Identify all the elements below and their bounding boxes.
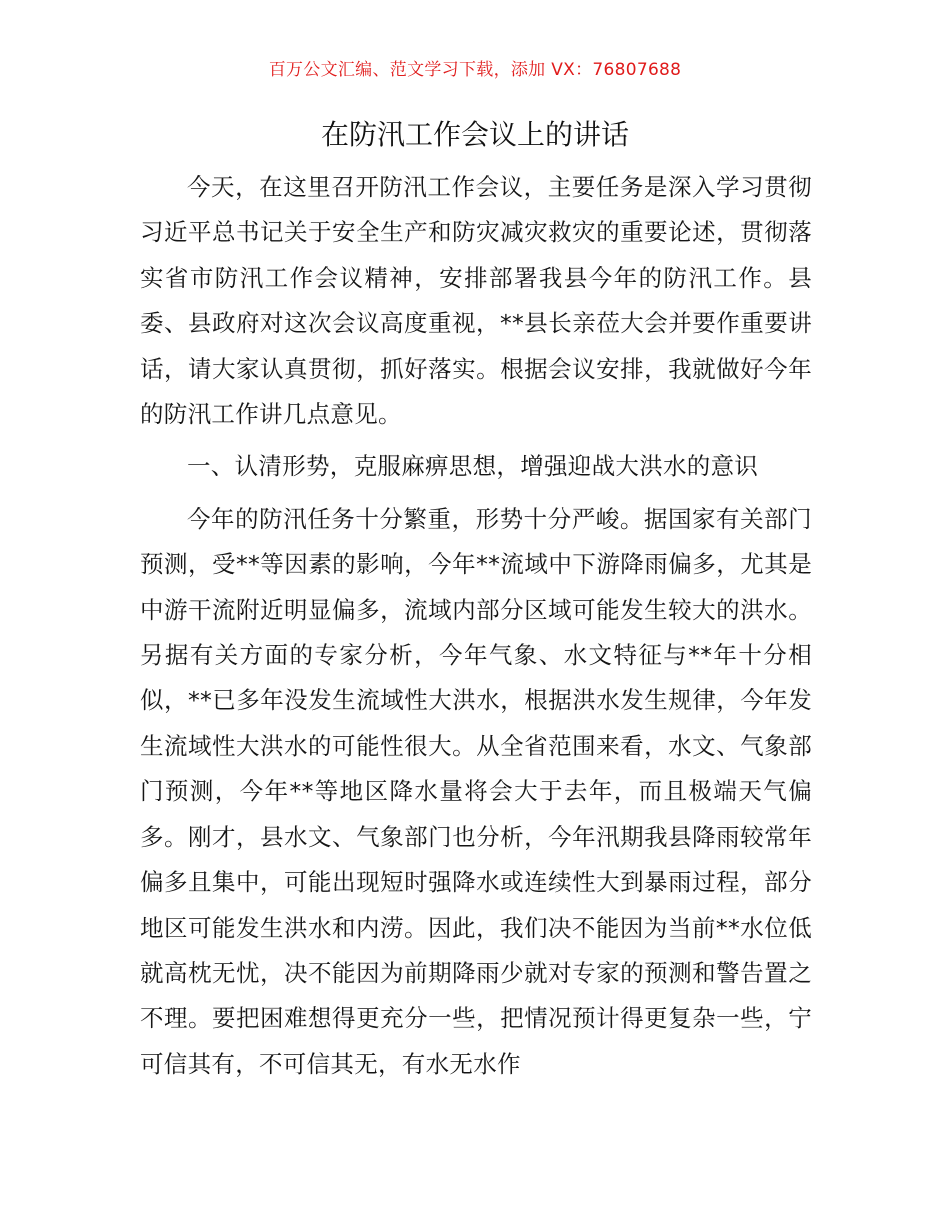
section-heading-1: 一、认清形势，克服麻痹思想，增强迎战大洪水的意识 (187, 452, 759, 481)
document-title: 在防汛工作会议上的讲话 (320, 118, 629, 151)
document-body (140, 165, 812, 1087)
paragraph-intro: 今天，在这里召开防汛工作会议，主要任务是深入学习贯彻习近平总书记关于安全生产和防灾减灾救灾的重要论述，贯彻落实省市防汛工作会议精神，安排部署我县今年的防汛工作。县委、县政府对这次会议高度重视，**县长亲莅大会并要作重要讲话，请大家认真贯彻，抓好落实。根据会议安排，我就做好今年的防汛工作讲几点意见。 (140, 173, 812, 429)
header-note: 百万公文汇编、范文学习下载，添加 VX：76807688 (268, 60, 682, 80)
paragraph-situation: 今年的防汛任务十分繁重，形势十分严峻。据国家有关部门预测，受**等因素的影响，今年**流域中下游降雨偏多，尤其是中游干流附近明显偏多，流域内部分区域可能发生较大的洪水。另据有关方面的专家分析，今年气象、水文特征与**年十分相似，**已多年没发生流域性大洪水，根据洪水发生规律，今年发生流域性大洪水的可能性很大。从全省范围来看，水文、气象部门预测，今年**等地区降水量将会大于去年，而且极端天气偏多。刚才，县水文、气象部门也分析，今年汛期我县降雨较常年偏多且集中，可能出现短时强降水或连续性大到暴雨过程，部分地区可能发生洪水和内涝。因此，我们决不能因为当前**水位低就高枕无忧，决不能因为前期降雨少就对专家的预测和警告置之不理。要把困难想得更充分一些，把情况预计得更复杂一些，宁可信其有，不可信其无，有水无水作 (140, 504, 812, 1078)
